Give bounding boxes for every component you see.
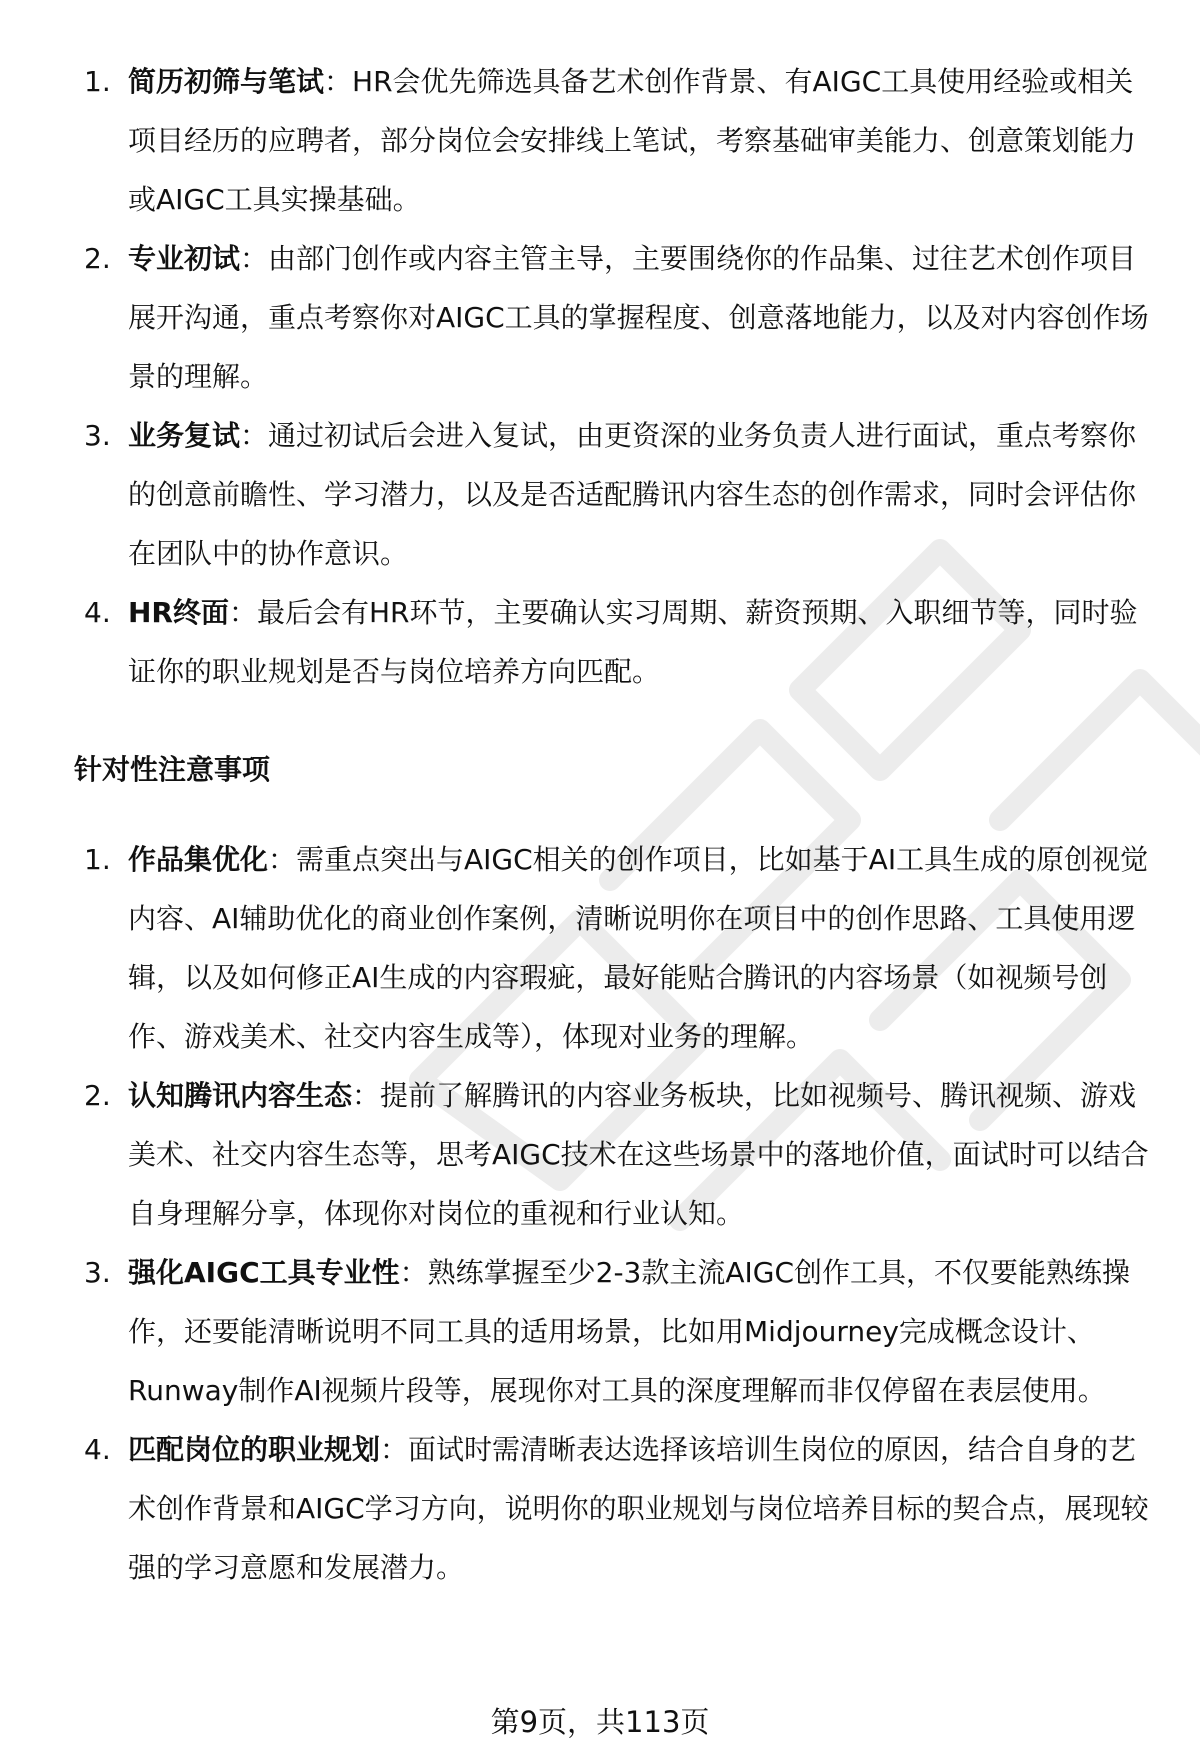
item-text: ：面试时需清晰表达选择该培训生岗位的原因，结合自身的艺术创作背景和AIGC学习方向，说明你的职业规划与岗位培养目标的契合点，展现较强的学习意愿和发展潜力。 [128, 1433, 1149, 1584]
item-number: 1. [84, 65, 111, 98]
item-term: 作品集优化 [128, 843, 269, 876]
item-text: ：提前了解腾讯的内容业务板块，比如视频号、腾讯视频、游戏美术、社交内容生态等，思考AIGC技术在这些场景中的落地价值，面试时可以结合自身理解分享，体现你对岗位的重视和行业认知。 [128, 1079, 1149, 1230]
item-term: 匹配岗位的职业规划 [128, 1433, 381, 1466]
list-item [0, 583, 1200, 701]
item-number: 4. [84, 1433, 111, 1466]
notes-list [0, 830, 1200, 1597]
item-term: 专业初试 [128, 242, 241, 275]
item-term: HR终面 [128, 596, 229, 629]
item-term: 业务复试 [128, 419, 241, 452]
item-text: ：需重点突出与AIGC相关的创作项目，比如基于AI工具生成的原创视觉内容、AI辅助优化的商业创作案例，清晰说明你在项目中的创作思路、工具使用逻辑，以及如何修正AI生成的内容瑕疵，最好能贴合腾讯的内容场景（如视频号创作、游戏美术、社交内容生成等），体现对业务的理解。 [128, 843, 1149, 1053]
item-number: 3. [84, 419, 111, 452]
list-item [0, 1066, 1200, 1243]
item-text: ：由部门创作或内容主管主导，主要围绕你的作品集、过往艺术创作项目展开沟通，重点考察你对AIGC工具的掌握程度、创意落地能力，以及对内容创作场景的理解。 [128, 242, 1149, 393]
list-item [0, 1420, 1200, 1597]
list-item [0, 52, 1200, 229]
section-heading: 针对性注意事项 [74, 753, 271, 786]
item-number: 2. [84, 242, 111, 275]
list-item [0, 406, 1200, 583]
item-term: 认知腾讯内容生态 [128, 1079, 353, 1112]
item-text: ：熟练掌握至少2-3款主流AIGC创作工具，不仅要能熟练操作，还要能清晰说明不同工具的适用场景，比如用Midjourney完成概念设计、Runway制作AI视频片段等，展现你对工具的深度理解而非仅停留在表层使用。 [128, 1256, 1131, 1407]
item-number: 2. [84, 1079, 111, 1112]
list-item [0, 1243, 1200, 1420]
item-term: 强化AIGC工具专业性 [128, 1256, 400, 1289]
item-text: ：最后会有HR环节，主要确认实习周期、薪资预期、入职细节等，同时验证你的职业规划是否与岗位培养方向匹配。 [128, 596, 1138, 688]
list-item [0, 830, 1200, 1066]
page-footer: 第9页，共113页 [490, 1705, 710, 1739]
item-text: ：通过初试后会进入复试，由更资深的业务负责人进行面试，重点考察你的创意前瞻性、学习潜力，以及是否适配腾讯内容生态的创作需求，同时会评估你在团队中的协作意识。 [128, 419, 1137, 570]
item-number: 1. [84, 843, 111, 876]
item-term: 简历初筛与笔试 [128, 65, 325, 98]
item-text: ：HR会优先筛选具备艺术创作背景、有AIGC工具使用经验或相关项目经历的应聘者，部分岗位会安排线上笔试，考察基础审美能力、创意策划能力或AIGC工具实操基础。 [128, 65, 1137, 216]
item-number: 4. [84, 596, 111, 629]
item-number: 3. [84, 1256, 111, 1289]
process-steps-list [0, 52, 1200, 701]
list-item [0, 229, 1200, 406]
